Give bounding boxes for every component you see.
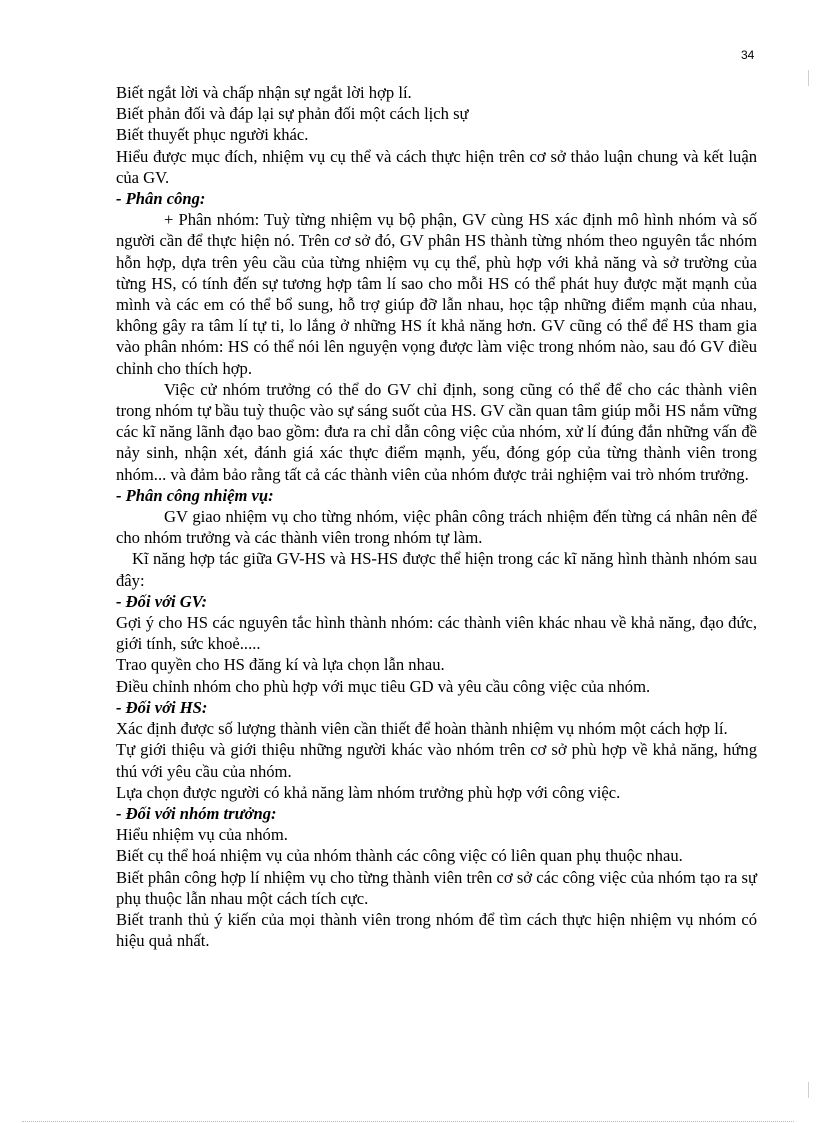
paragraph: + Phân nhóm: Tuỳ từng nhiệm vụ bộ phận, GV cùng HS xác định mô hình nhóm và số người cần để thực hiện nó. Trên cơ sở đó, GV phân HS thành từng nhóm theo nguyên tắc nhóm hỗn hợp, dựa trên yêu cầu của từng nhiệm vụ cụ thể, phù hợp với khả năng và sở trường của từng HS, có tính đến sự tương hợp tâm lí sao cho mỗi HS có thể phát huy được mặt mạnh của mình và các em có thể bổ sung, hỗ trợ giúp đỡ lẫn nhau, học tập những điểm mạnh của nhau, không gây ra tâm lí tự ti, lo lắng ở những HS ít khả năng hơn. GV cũng có thể để HS tham gia vào phân nhóm: HS có thể nói lên nguyện vọng được làm việc trong nhóm nào, sau đó GV điều chỉnh cho thích hợp. bbox=[116, 210, 757, 378]
paragraph: Biết thuyết phục người khác. bbox=[116, 125, 309, 145]
section-heading: - Đối với HS: bbox=[116, 697, 208, 717]
paragraph: Biết tranh thủ ý kiến của mọi thành viên trong nhóm để tìm cách thực hiện nhiệm vụ nhóm có hiệu quả nhất. bbox=[116, 909, 757, 951]
paragraph: Xác định được số lượng thành viên cần thiết để hoàn thành nhiệm vụ nhóm một cách hợp lí. bbox=[116, 719, 728, 739]
paragraph: Việc cử nhóm trưởng có thể do GV chỉ định, song cũng có thể để cho các thành viên trong nhóm tự bầu tuỳ thuộc vào sự sáng suốt của HS. GV cần quan tâm giúp mỗi HS nắm vững các kĩ năng lãnh đạo bao gồm: đưa ra chỉ dẫn công việc của nhóm, xử lí đúng đắn những vấn đề nảy sinh, nhận xét, đánh giá xác thực điểm mạnh, yếu, đóng góp của từng thành viên trong nhóm... và đảm bảo rằng tất cả các thành viên của nhóm được trải nghiệm vai trò nhóm trưởng. bbox=[116, 379, 757, 484]
margin-mark bbox=[808, 70, 809, 86]
section-heading: - Phân công: bbox=[116, 189, 206, 209]
paragraph: Kĩ năng hợp tác giữa GV-HS và HS-HS được thể hiện trong các kĩ năng hình thành nhóm sau đây: bbox=[116, 549, 757, 590]
paragraph: Trao quyền cho HS đăng kí và lựa chọn lẫn nhau. bbox=[116, 655, 445, 675]
section-heading: - Đối với nhóm trưởng: bbox=[116, 803, 277, 823]
paragraph: Lựa chọn được người có khả năng làm nhóm trưởng phù hợp với công việc. bbox=[116, 782, 621, 802]
paragraph: GV giao nhiệm vụ cho từng nhóm, việc phân công trách nhiệm đến từng cá nhân nên để cho nhóm trưởng và các thành viên trong nhóm tự làm. bbox=[116, 507, 757, 548]
paragraph: Biết cụ thể hoá nhiệm vụ của nhóm thành các công việc có liên quan phụ thuộc nhau. bbox=[116, 846, 683, 866]
document-body bbox=[116, 82, 757, 951]
section-heading: - Phân công nhiệm vụ: bbox=[116, 485, 274, 505]
paragraph: Hiểu nhiệm vụ của nhóm. bbox=[116, 825, 288, 845]
paragraph: Gợi ý cho HS các nguyên tắc hình thành nhóm: các thành viên khác nhau về khả năng, đạo đức, giới tính, sức khoẻ..... bbox=[116, 613, 757, 654]
paragraph: Biết phản đối và đáp lại sự phản đối một cách lịch sự bbox=[116, 104, 469, 124]
page-number: 34 bbox=[741, 48, 755, 62]
paragraph: Hiểu được mục đích, nhiệm vụ cụ thể và cách thực hiện trên cơ sở thảo luận chung và kết luận của GV. bbox=[116, 146, 757, 187]
paragraph: Biết phân công hợp lí nhiệm vụ cho từng thành viên trên cơ sở các công việc của nhóm tạo ra sự phụ thuộc lẫn nhau một cách tích cực. bbox=[116, 867, 757, 908]
paragraph: Biết ngắt lời và chấp nhận sự ngắt lời hợp lí. bbox=[116, 83, 412, 102]
margin-mark bbox=[808, 1082, 809, 1098]
page-bottom-divider bbox=[22, 1121, 794, 1122]
paragraph: Điều chỉnh nhóm cho phù hợp với mục tiêu GD và yêu cầu công việc của nhóm. bbox=[116, 676, 651, 696]
section-heading: - Đối với GV: bbox=[116, 591, 208, 611]
paragraph: Tự giới thiệu và giới thiệu những người khác vào nhóm trên cơ sở phù hợp về khả năng, hứng thú với yêu cầu của nhóm. bbox=[116, 740, 757, 781]
